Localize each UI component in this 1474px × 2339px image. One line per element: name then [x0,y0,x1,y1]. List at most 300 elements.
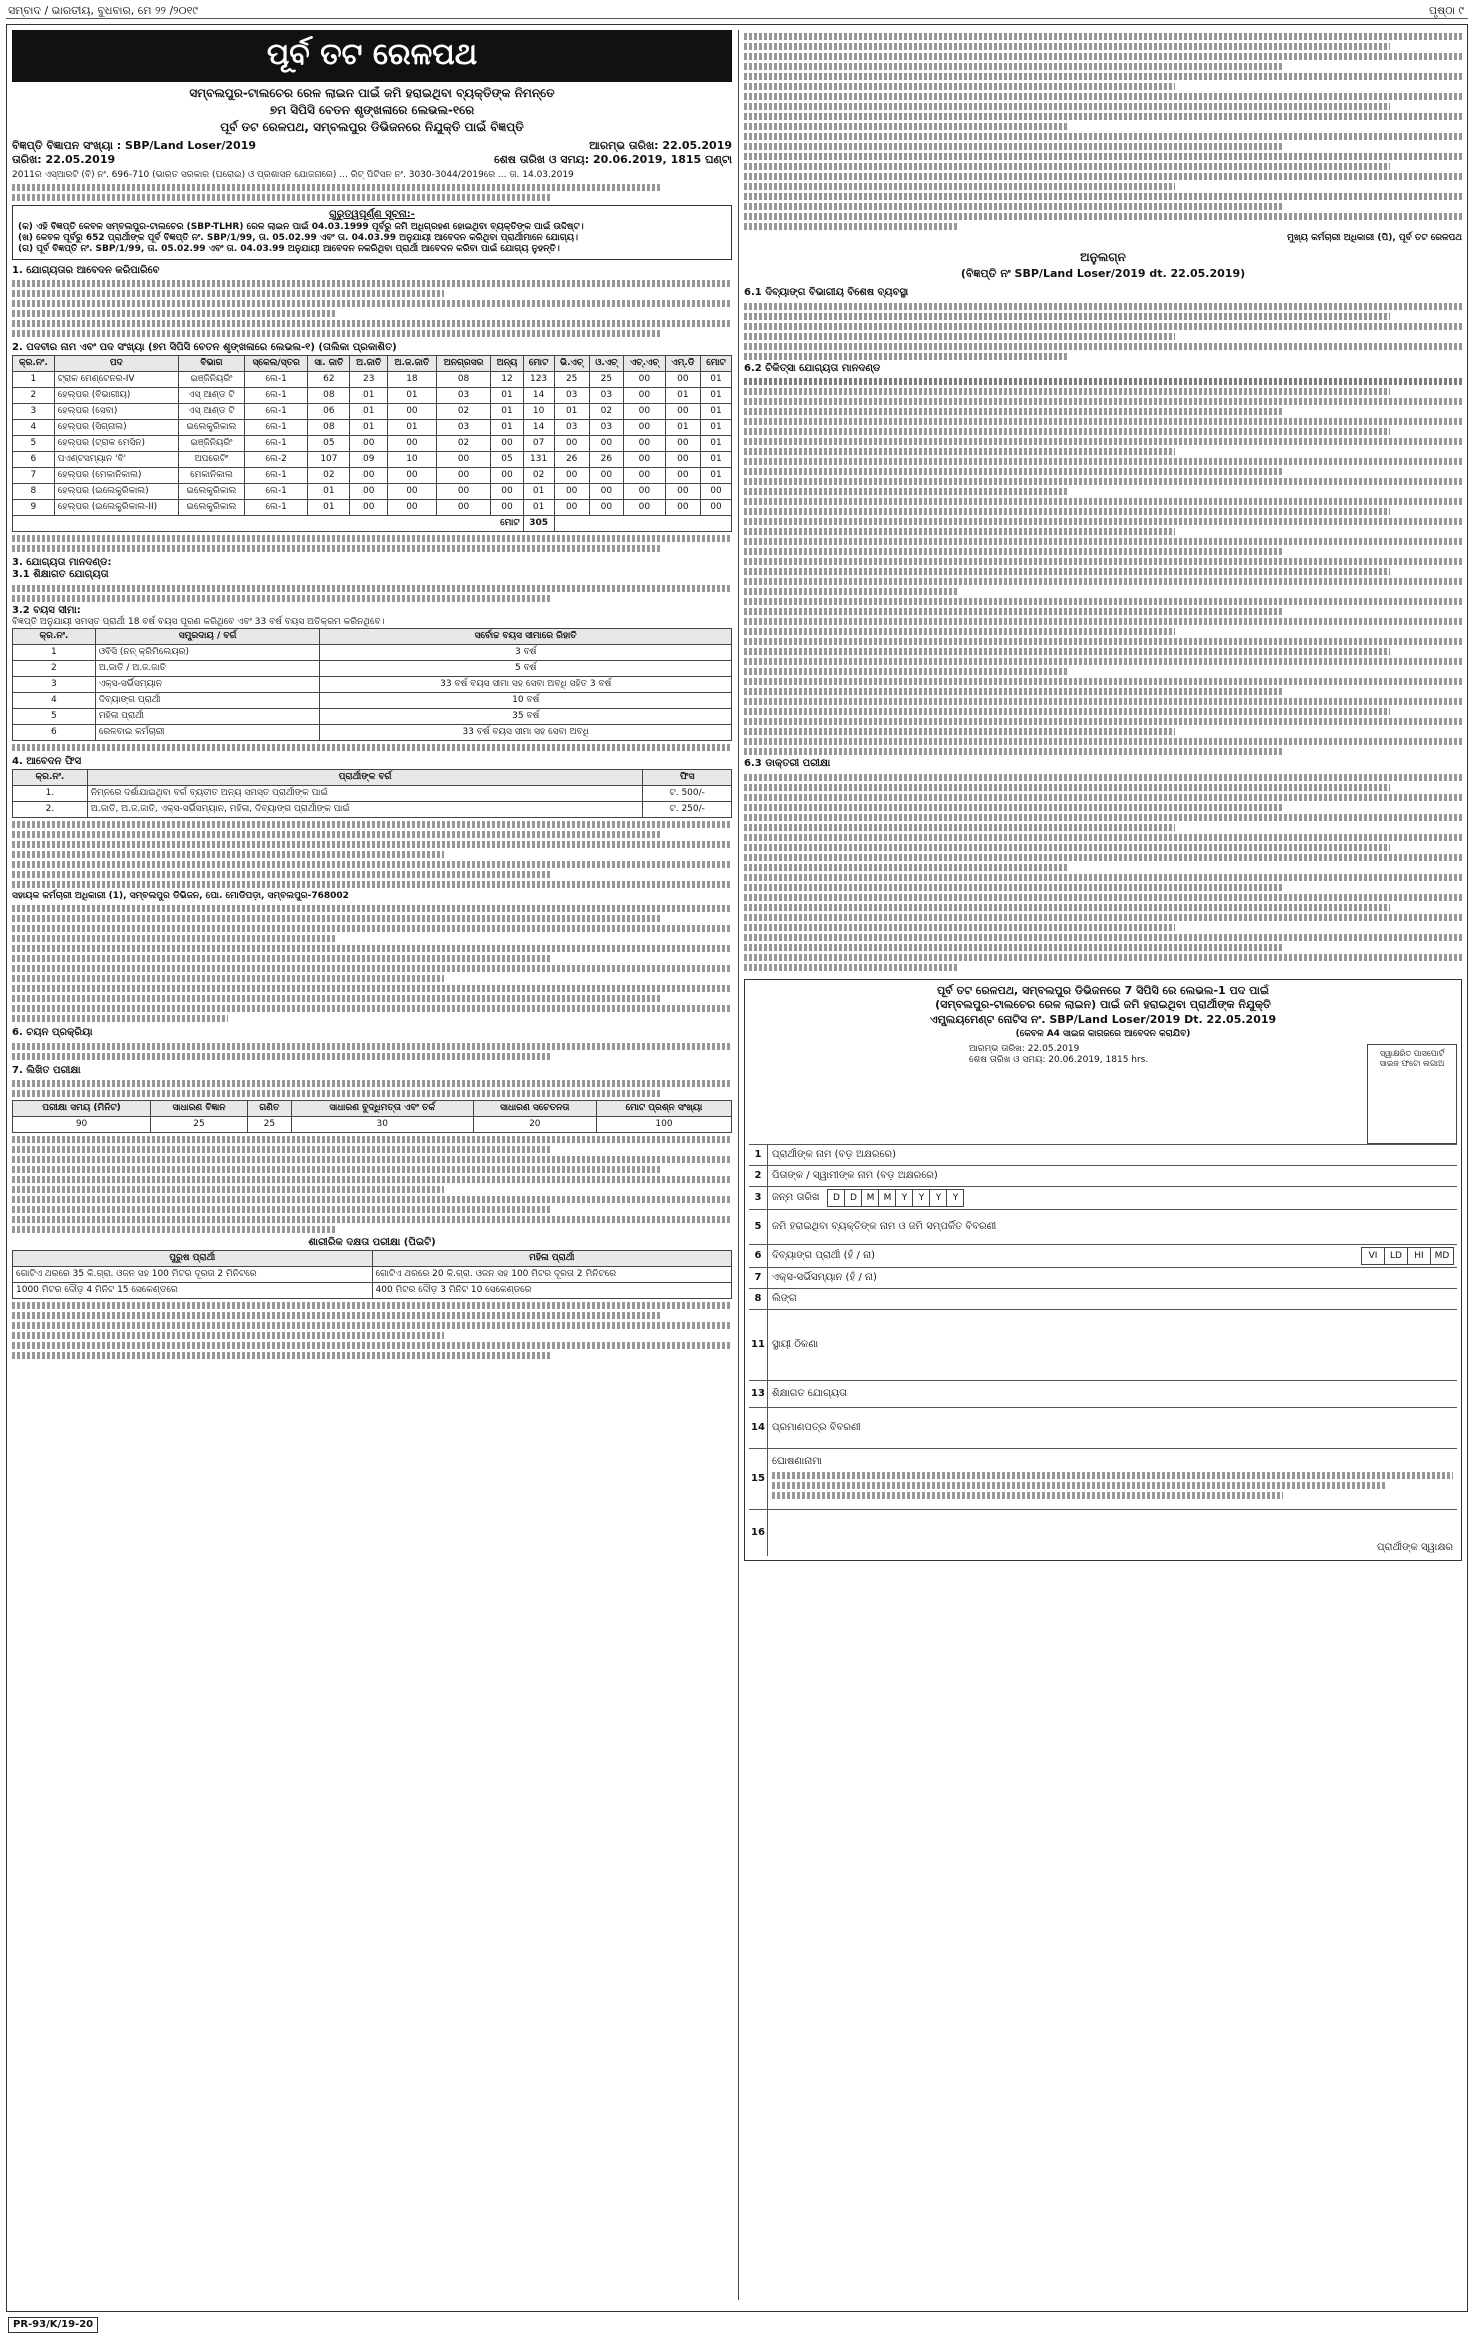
form-field-dob[interactable]: 3 ଜନ୍ମ ତାରିଖ D D M M Y Y Y Y [749,1186,1457,1209]
pet-cell: 400 ମିଟର ଦୌଡ଼ 3 ମିନିଟ 10 ସେକେଣ୍ଡରେ [372,1282,732,1298]
text-line [744,518,1462,525]
text-line [744,488,1067,495]
text-line [744,814,1462,821]
table-row [13,515,732,531]
posts-cell: 01 [388,419,437,435]
posts-cell: 01 [491,419,523,435]
posts-cell: 00 [624,387,666,403]
posts-cell: 08 [436,371,490,387]
text-line [12,985,732,992]
text-line [744,608,1283,615]
text-line [744,133,1462,140]
age-cell: ଅ.ଜାତି / ଅ.ଜ.ଜାତି [95,661,320,677]
posts-cell: 00 [700,483,731,499]
posts-cell: 03 [436,387,490,403]
posts-cell: 2 [13,387,55,403]
age-cell: 1 [13,645,96,661]
posts-cell: ହେଲ୍ପର (ବିଭାଗୀୟ) [54,387,178,403]
text-line [12,1090,660,1097]
posts-cell: 5 [13,435,55,451]
text-line [772,1472,1453,1479]
page-number: ପୃଷ୍ଠା ୯ [1428,4,1464,17]
text-line [744,598,1462,605]
text-line [12,744,732,751]
text-line [12,881,732,888]
posts-cell: 00 [491,435,523,451]
dob-boxes[interactable]: D D M M Y Y Y Y [827,1189,963,1207]
text-line [12,1186,444,1193]
notice-banner: ପୂର୍ବ ତଟ ରେଳପଥ [12,30,732,82]
exam-pattern-table [12,1100,732,1133]
form-field-father-name[interactable]: 2 ପିତାଙ୍କ / ସ୍ୱାମୀଙ୍କ ନାମ (ବଡ଼ ଅକ୍ଷରରେ) [749,1165,1457,1186]
text-line [744,508,1390,515]
posts-cell: 00 [624,371,666,387]
posts-cell: 00 [554,467,589,483]
posts-header: ଅନ୍ୟ [491,355,523,371]
posts-cell: 01 [491,387,523,403]
posts-cell: ଲେ-1 [245,467,308,483]
table-row [13,785,732,801]
text-line [744,418,1462,425]
text-line [744,628,1175,635]
posts-cell: 00 [491,483,523,499]
exam-cell: 100 [596,1117,731,1133]
table-row [13,387,732,403]
posts-cell: ଇଲେକ୍ଟ୍ରିକାଲ [178,419,244,435]
table-row [13,467,732,483]
posts-cell: 00 [665,483,700,499]
posts-cell: 08 [308,419,350,435]
posts-cell: 01 [665,387,700,403]
posts-cell: 01 [700,419,731,435]
left-column [12,30,732,2300]
posts-cell: ଲେ-1 [245,371,308,387]
posts-cell: ଲେ-2 [245,451,308,467]
text-line [12,1176,732,1183]
text-line [744,303,1462,310]
posts-cell: 00 [589,435,623,451]
text-line [744,528,1175,535]
text-line [12,1043,732,1050]
posts-header: ମୋଟ [700,355,731,371]
posts-cell: ପଏଣ୍ଟସମ୍ୟାନ 'ବି' [54,451,178,467]
text-line [12,821,732,828]
posts-cell: 02 [436,403,490,419]
notice-date: ତାରିଖ: 22.05.2019 [12,153,116,167]
close-date: ଶେଷ ତାରିଖ ଓ ସମୟ: 20.06.2019, 1815 ଘଣ୍ଟା [494,153,732,167]
text-line [12,184,660,191]
text-line [12,320,732,327]
text-line [744,113,1462,120]
posts-cell: ଲେ-1 [245,483,308,499]
form-close-date: ଶେଷ ତାରିଖ ଓ ସମୟ: 20.06.2019, 1815 hrs. [969,1055,1149,1066]
posts-cell: 00 [436,467,490,483]
posts-cell: 00 [665,467,700,483]
posts-cell: 02 [523,467,554,483]
section-6-3-title: 6.3 ଡାକ୍ତରୀ ପରୀକ୍ଷା [744,758,831,769]
form-field-qualification[interactable]: 13 ଶିକ୍ଷାଗତ ଯୋଗ୍ୟତା [749,1380,1457,1407]
text-line [744,538,1462,545]
form-field-ex-serviceman[interactable]: 7 ଏକ୍ସ-ସର୍ଭିସମ୍ୟାନ (ହଁ / ନା) [749,1267,1457,1288]
fee-header: ପ୍ରାର୍ଥୀଙ୍କ ବର୍ଗ [87,769,643,785]
posts-cell: 00 [554,499,589,515]
text-line [744,944,1283,951]
posts-cell: 01 [350,419,388,435]
text-line [12,1206,552,1213]
text-line [12,1312,660,1319]
text-line [12,1216,732,1223]
text-line [744,93,1462,100]
age-cell: 10 ବର୍ଷ [320,693,732,709]
text-line [12,310,336,317]
posts-cell: ଲେ-1 [245,435,308,451]
form-field-certificates[interactable]: 14 ପ୍ରମାଣପତ୍ର ବିବରଣୀ [749,1407,1457,1448]
posts-header: ସା. ଜାତି [308,355,350,371]
fee-header: ଫିସ [643,769,732,785]
column-divider [738,30,739,2300]
posts-cell: 23 [350,371,388,387]
posts-cell: 01 [554,403,589,419]
age-cell: 5 ବର୍ଷ [320,661,732,677]
text-line [744,844,1390,851]
fee-table [12,769,732,818]
exam-header: ସାଧାରଣ ବୁଦ୍ଧିମତ୍ତା ଏବଂ ତର୍କ [291,1101,473,1117]
posts-cell: 02 [436,435,490,451]
posts-cell: 05 [491,451,523,467]
section-6-title: 6. ଚୟନ ପ୍ରକ୍ରିୟା [12,1027,93,1039]
form-field-gender[interactable]: 8 ଲିଙ୍ଗ [749,1288,1457,1309]
form-field-declaration[interactable]: 15 ଘୋଷଣାନାମା [749,1448,1457,1509]
table-row [13,371,732,387]
text-line [12,861,732,868]
section-3-1-title: 3.1 ଶିକ୍ଷାଗତ ଯୋଗ୍ୟତା [12,569,109,581]
text-line [744,313,1390,320]
posts-cell: ଅପରେଟିଂ [178,451,244,467]
notice-subtitle-2: ୭ମ ସିପିସି ବେତନ ଶୃଙ୍ଖଳାରେ ଲେଭଲ-୧ରେ [269,102,475,117]
text-line [744,213,1462,220]
age-cell: ମହିଳା ପ୍ରାର୍ଥୀ [95,709,320,725]
posts-cell: 00 [589,483,623,499]
text-line [12,925,732,932]
table-row [13,725,732,741]
posts-cell: 00 [624,483,666,499]
text-line [744,333,1175,340]
text-line [12,280,732,287]
text-line [744,834,1462,841]
posts-header: ଭି.ଏଚ୍ [554,355,589,371]
table-row [13,419,732,435]
fee-cell: ନିମ୍ନରେ ଦର୍ଶାଯାଇଥିବା ବର୍ଗ ବ୍ୟତୀତ ଅନ୍ୟ ସମସ୍ତ ପ୍ରାର୍ଥୀଙ୍କ ପାଇଁ [87,785,643,801]
annexure-title: ଅନୁଲଗ୍ନ [1080,250,1126,265]
text-line [12,300,732,307]
text-line [744,103,1390,110]
posts-cell: 00 [436,451,490,467]
fee-cell: ଟ. 500/- [643,785,732,801]
section-6-2-title: 6.2 ଚିକିତ୍ସା ଯୋଗ୍ୟତା ମାନଦଣ୍ଡ [744,362,881,374]
text-line [744,854,1462,861]
posts-cell: 01 [491,403,523,419]
table-row [13,1282,732,1298]
reference-note: 2011ର ଏସ୍‌ଆରଟି (ବି) ନଂ. 696-710 (ଭାରତ ସରକାର (ଘରୋଇ) ଓ ପ୍ରଶାସନ ଯୋଜନାରେ) ... ରିଟ୍ ପିଟିସନ ନଂ. 3030-3044/2019ରେ ... ତା. 14.03.2019 [12,170,574,181]
posts-cell: 00 [624,467,666,483]
age-cell: 33 ବର୍ଷ ବୟସ ସୀମା ସହ ସେବା ଅବଧି ସହିତ 3 ବର୍ଷ [320,677,732,693]
age-cell: 33 ବର୍ଷ ବୟସ ସୀମା ସହ ସେବା ଅବଧି [320,725,732,741]
important-info-title: ଗୁରୁତ୍ୱପୂର୍ଣ୍ଣ ସୂଚନା:- [329,209,415,221]
posts-cell: 00 [350,499,388,515]
text-line [744,143,1283,150]
posts-cell: 25 [589,371,623,387]
exam-cell: 30 [291,1117,473,1133]
table-row [13,403,732,419]
form-field-signature[interactable]: 16 ପ୍ରାର୍ଥୀଙ୍କ ସ୍ୱାକ୍ଷର [749,1509,1457,1556]
posts-cell: ହେଲ୍ପର (ସିଗ୍ନାଲ) [54,419,178,435]
text-line [744,884,1283,891]
exam-header: ମୋଟ ପ୍ରଶ୍ନ ସଂଖ୍ୟା [596,1101,731,1117]
text-line [12,1156,732,1163]
exam-header: ଗଣିତ [247,1101,291,1117]
text-line [12,841,732,848]
fee-header: କ୍ର.ନଂ. [13,769,88,785]
text-line [744,63,1283,70]
posts-cell: ହେଲ୍ପର (ଇଲେକ୍ଟ୍ରିକାଲ-II) [54,499,178,515]
text-line [744,408,1283,415]
table-row [13,801,732,817]
table-row [13,1117,732,1133]
text-line [12,955,552,962]
text-line [744,708,1390,715]
text-line [12,851,444,858]
text-line [772,1482,1385,1489]
posts-cell: 00 [388,435,437,451]
posts-cell: 00 [665,451,700,467]
text-line [744,378,1462,385]
text-line [772,1492,1283,1499]
text-line [744,568,1390,575]
posts-cell: ଇଞ୍ଜିନିୟରିଂ [178,435,244,451]
form-field-pwd[interactable]: 6 ଦିବ୍ୟାଙ୍ଗ ପ୍ରାର୍ଥୀ (ହଁ / ନା) VI LD HI MD [749,1244,1457,1267]
notice-meta [12,139,732,169]
text-line [744,33,1462,40]
form-title-2: (ସମ୍ବଲପୁର-ଟାଲଚେର ରେଳ ଲାଇନ) ପାଇଁ ଜମି ହରାଇଥିବା ପ୍ରାର୍ଥୀଙ୍କ ନିଯୁକ୍ତି [935,998,1271,1012]
table-row [13,661,732,677]
section-4-title: 4. ଆବେଦନ ଫିସ [12,756,82,768]
fee-cell: ଟ. 250/- [643,801,732,817]
text-line [744,203,1283,210]
text-line [12,871,552,878]
posts-cell: 01 [700,451,731,467]
sign-off: ମୁଖ୍ୟ କର୍ମଚାରୀ ଅଧିକାରୀ (ପି), ପୂର୍ବ ତଟ ରେଳପଥ [1287,233,1462,243]
important-item-c: (ଗ) ପୂର୍ବ ବିଜ୍ଞପ୍ତି ନଂ. SBP/1/99, ତା. 05.02.99 ଏବଂ ତା. 04.03.99 ଅନୁଯାୟୀ ଆବେଦନ ନକରିଥିବା ପ୍ରାର୍ଥୀ ଆବେଦନ କରିବା ପାଇଁ ଯୋଗ୍ୟ ନୁହନ୍ତି। [18,244,560,255]
photo-placeholder[interactable]: ସ୍ୱାକ୍ଷରିତ ପାସପୋର୍ଟ ସାଇଜ ଫଟୋ ଲଗାଅ [1367,1044,1457,1144]
text-line [744,718,1462,725]
text-line [744,183,1175,190]
posts-cell: 08 [308,387,350,403]
text-line [744,173,1462,180]
posts-cell: 12 [491,371,523,387]
posts-cell: 01 [700,435,731,451]
text-line [744,123,1067,130]
exam-cell: 20 [473,1117,596,1133]
text-line [744,688,1283,695]
text-line [744,934,1462,941]
exam-cell: 90 [13,1117,151,1133]
posts-cell: 03 [589,387,623,403]
posts-cell: ହେଲ୍ପର (ଟ୍ରାକ ମେସିନ) [54,435,178,451]
text-line [12,1302,732,1309]
posts-cell: 01 [523,499,554,515]
age-cell: ଦିବ୍ୟାଙ୍ଗ ପ୍ରାର୍ଥୀ [95,693,320,709]
text-line [12,1322,732,1329]
text-line [744,43,1390,50]
exam-header: ପରୀକ୍ଷା ସମୟ (ମିନିଟ) [13,1101,151,1117]
text-line [744,53,1462,60]
posts-cell: 01 [308,483,350,499]
age-header: ସର୍ବୋଚ୍ଚ ବୟସ ସୀମାରେ ରିହାତି [320,629,732,645]
apply-address: ସହାୟକ କର୍ମଚାରୀ ଅଧିକାରୀ (1), ସମ୍ବଲପୁର ଡିଭିଜନ, ପୋ. ମୋଡିପଡ଼ା, ସମ୍ବଲପୁର-768002 [12,890,349,901]
posts-cell: 06 [308,403,350,419]
posts-cell: 107 [308,451,350,467]
pet-cell: ଗୋଟିଏ ଥରରେ 35 କି.ଗ୍ରା. ଓଜନ ସହ 100 ମିଟର ଦୂରତା 2 ମିନିଟରେ [13,1266,373,1282]
text-line [744,784,1390,791]
text-line [744,728,1175,735]
age-header: କ୍ର.ନଂ. [13,629,96,645]
posts-cell: ଏସ୍ ଆଣ୍ଡ ଟି [178,403,244,419]
section-7-title: 7. ଲିଖିତ ପରୀକ୍ଷା [12,1064,81,1076]
form-title-1: ପୂର୍ବ ତଟ ରେଳପଥ, ସମ୍ବଲପୁର ଡିଭିଜନରେ 7 ସିପିସି ରେ ଲେଭଲ-1 ପଦ ପାଇଁ [936,983,1270,997]
posts-cell: 7 [13,467,55,483]
text-line [12,1352,552,1359]
posts-cell: ଇଞ୍ଜିନିୟରିଂ [178,371,244,387]
posts-cell: 00 [624,499,666,515]
text-line [744,678,1462,685]
posts-cell: 01 [700,467,731,483]
important-info-box [12,205,732,259]
text-line [744,468,1283,475]
fee-cell: ଅ.ଜାତି, ଅ.ଜ.ଜାତି, ଏକ୍ସ-ସର୍ଭିସମ୍ୟାନ, ମହିଳା, ଦିବ୍ୟାଙ୍ଗ ପ୍ରାର୍ଥୀଙ୍କ ପାଇଁ [87,801,643,817]
posts-cell: 00 [665,371,700,387]
posts-cell: 00 [589,467,623,483]
text-line [744,618,1462,625]
annexure-subtitle: (ବିଜ୍ଞପ୍ତି ନଂ SBP/Land Loser/2019 dt. 22.05.2019) [960,267,1246,281]
age-cell: 4 [13,693,96,709]
text-line [12,290,444,297]
form-title-4: (କେବଳ A4 ସାଇଜ କାଗଜରେ ଆବେଦନ କରାଯିବ) [1015,1029,1191,1040]
posts-cell: 03 [554,419,589,435]
posts-cell: 07 [523,435,554,451]
text-line [744,824,1175,831]
text-line [744,223,959,230]
pwd-boxes[interactable]: VI LD HI MD [1361,1247,1453,1265]
posts-cell: 00 [388,467,437,483]
posts-cell: 00 [350,467,388,483]
form-field-name[interactable]: 1 ପ୍ରାର୍ଥୀଙ୍କ ନାମ (ବଡ଼ ଅକ୍ଷରରେ) [749,1144,1457,1165]
text-line [12,1080,732,1087]
text-line [744,748,1283,755]
text-line [744,458,1462,465]
text-line [744,914,1462,921]
text-line [12,935,336,942]
posts-cell: ଲେ-1 [245,419,308,435]
posts-cell: 00 [624,403,666,419]
age-cell: ଓବିସି (ନନ୍ କ୍ରିମିଲେୟର) [95,645,320,661]
posts-header: ବିଭାଗ [178,355,244,371]
text-line [744,323,1462,330]
posts-total-label: ମୋଟ [13,515,524,531]
age-cell: 2 [13,661,96,677]
age-cell: 6 [13,725,96,741]
header-left: ସମ୍ବାଦ / ଭାରତୀୟ, ବୁଧବାର, ମେ ୨୨ /୨୦୧୯ [8,4,198,17]
text-line [744,904,1390,911]
text-line [12,1332,444,1339]
text-line [744,578,1462,585]
exam-header: ସାଧାରଣ ବିଜ୍ଞାନ [151,1101,248,1117]
form-field-address[interactable]: 11 ସ୍ଥାୟୀ ଠିକଣା [749,1309,1457,1380]
text-line [12,831,660,838]
table-row [13,677,732,693]
notice-subtitle-1: ସମ୍ବଲପୁର-ଟାଲଚେର ରେଳ ଲାଇନ ପାଇଁ ଜମି ହରାଇଥିବା ବ୍ୟକ୍ତିଙ୍କ ନିମନ୍ତେ [189,85,555,100]
posts-cell: 10 [523,403,554,419]
section-1-title: 1. ଯୋଗ୍ୟତାର ଆବେଦନ କରିପାରିବେ [12,264,160,276]
table-row [13,483,732,499]
posts-cell: ଏସ୍ ଆଣ୍ଡ ଟି [178,387,244,403]
text-line [744,588,959,595]
posts-header: ଅ.ଜ.ଜାତି [388,355,437,371]
posts-cell: 26 [589,451,623,467]
form-open-date: ଆରମ୍ଭ ତାରିଖ: 22.05.2019 [969,1044,1080,1055]
text-line [744,163,1390,170]
text-line [12,905,732,912]
form-title-3: ଏମ୍ପ୍ଲୟମେଣ୍ଟ ନୋଟିସ ନଂ. SBP/Land Loser/2019 Dt. 22.05.2019 [929,1013,1277,1027]
text-line [12,595,552,602]
posts-header: ଅ.ଜାତି [350,355,388,371]
table-row [13,1266,732,1282]
age-header: ସମ୍ପ୍ରଦାୟ / ବର୍ଗ [95,629,320,645]
important-item-b: (ଖ) କେବଳ ପୂର୍ବରୁ 652 ପ୍ରାର୍ଥୀଙ୍କ ପୂର୍ବ ବିଜ୍ଞପ୍ତି ନଂ. SBP/1/99, ତା. 05.02.99 ଏବଂ ତା. 04.03.99 ଅନୁଯାୟୀ ଆବେଦନ କରିଥିବା ପ୍ରାର୍ଥୀମାନେ ଯୋଗ୍ୟ। [18,233,579,244]
text-line [12,535,732,542]
text-line [744,353,1067,360]
newspaper-header [6,4,1468,19]
posts-header: ଏଚ୍.ଏଚ୍ [624,355,666,371]
text-line [12,965,732,972]
posts-cell: 05 [308,435,350,451]
text-line [744,954,1462,961]
posts-cell: 00 [491,499,523,515]
application-form [744,979,1462,1562]
posts-cell: 00 [665,499,700,515]
posts-cell: 00 [589,499,623,515]
posts-cell: 01 [350,387,388,403]
form-field-land-details[interactable]: 5 ଜମି ହରାଇଥିବା ବ୍ୟକ୍ତିଙ୍କ ନାମ ଓ ଜମି ସମ୍ପର୍କିତ ବିବରଣୀ [749,1209,1457,1244]
text-line [12,945,732,952]
posts-cell: 01 [308,499,350,515]
posts-cell: ହେଲ୍ପର (ସେବା) [54,403,178,419]
exam-cell: 25 [247,1117,291,1133]
section-2-title: 2. ପଦବୀର ନାମ ଏବଂ ପଦ ସଂଖ୍ୟା (୭ମ ସିପିସି ବେତନ ଶୃଙ୍ଖଳାରେ ଲେଭଲ-୧) (ତାଲିକା ପ୍ରକାଶିତ) [12,342,397,354]
posts-cell: ମେକାନିକାଲ [178,467,244,483]
text-line [744,894,1462,901]
text-line [744,83,1175,90]
footer-code: PR-93/K/19-20 [8,2317,98,2334]
exam-header: ସାଧାରଣ ସଚେତନତା [473,1101,596,1117]
text-line [744,874,1462,881]
text-line [12,1146,552,1153]
posts-header: ଏମ୍.ଡି [665,355,700,371]
text-line [12,194,552,201]
text-line [12,975,444,982]
posts-cell: 01 [665,419,700,435]
text-line [12,585,732,592]
posts-cell: 02 [589,403,623,419]
